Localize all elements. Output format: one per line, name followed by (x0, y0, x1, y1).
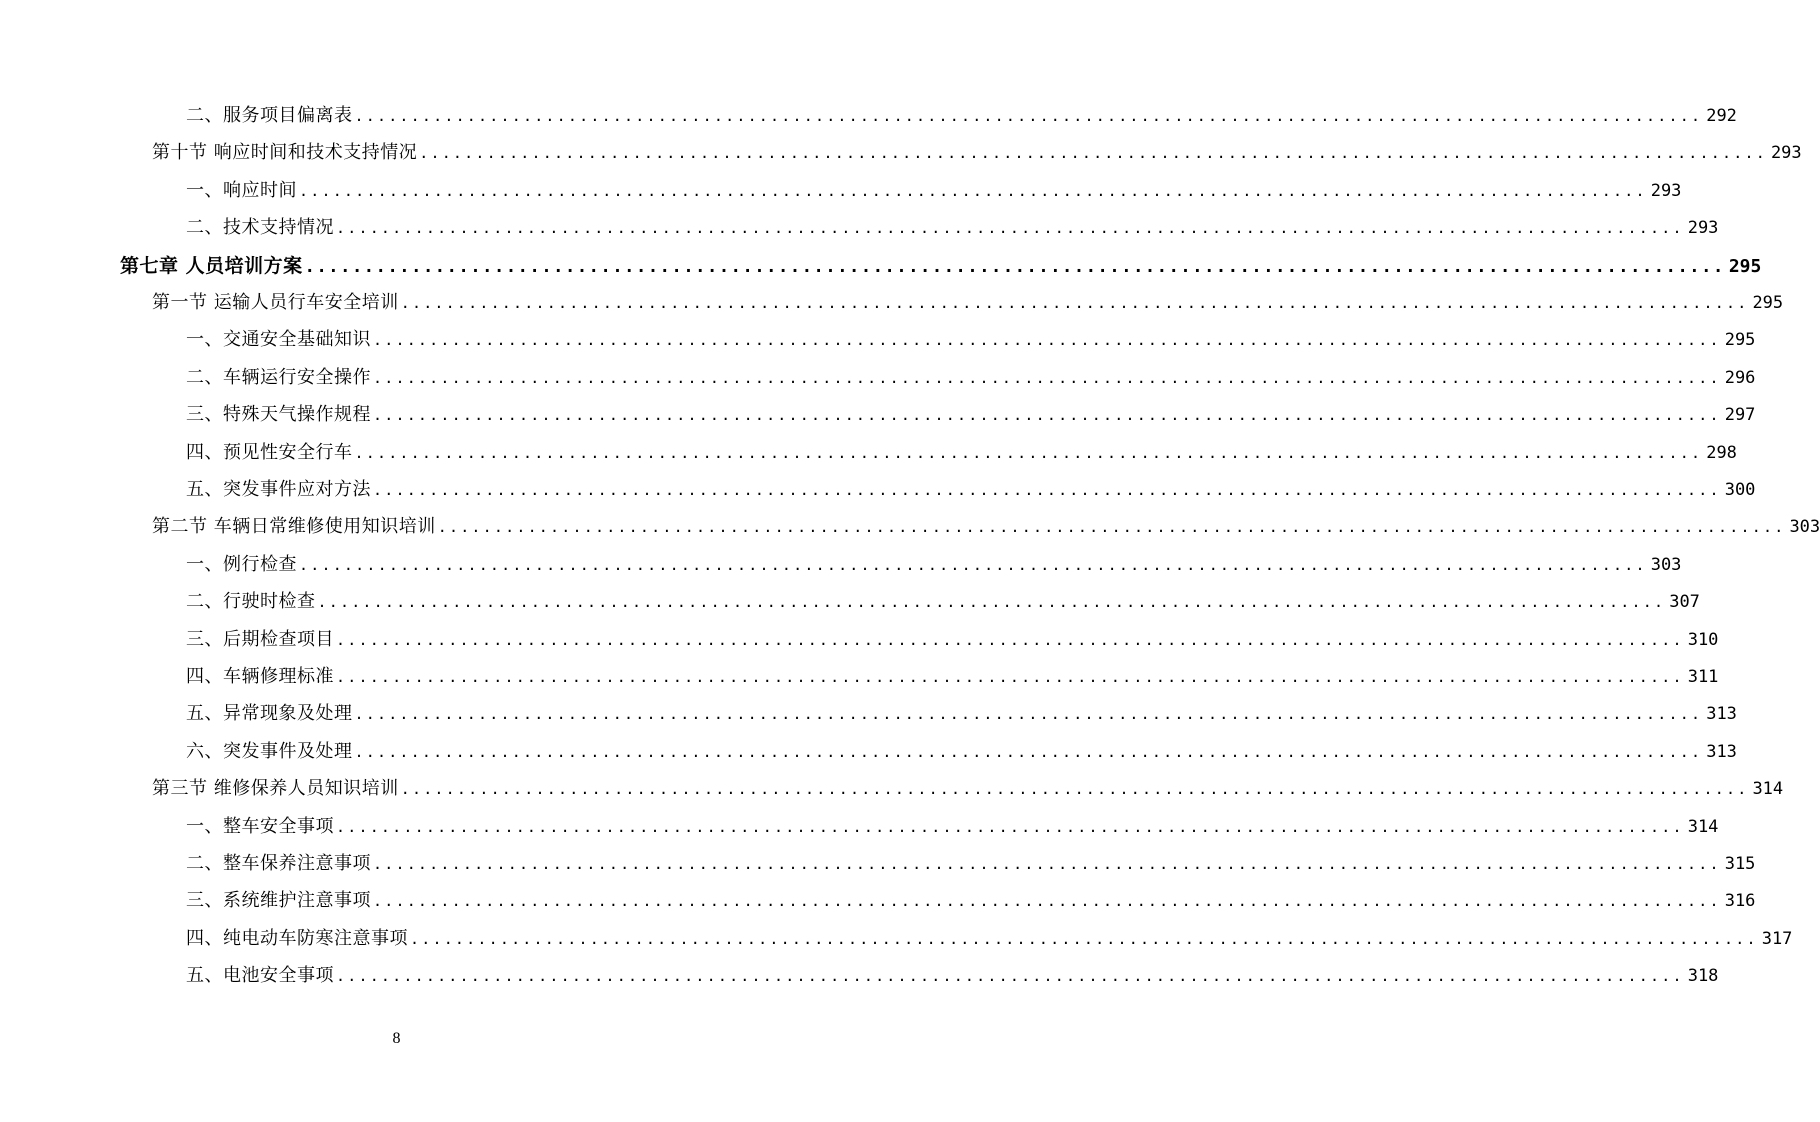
toc-dot-leader: ........................................................................................................................ (317, 593, 1666, 612)
toc-entry-title: 一、响应时间 (186, 179, 297, 201)
toc-dot-leader: ........................................................................................................................ (410, 929, 1758, 948)
toc-entry-title: 第七章 人员培训方案 (120, 254, 303, 277)
toc-dot-leader: ........................................................................................................................ (336, 219, 1684, 238)
toc-subsection-entry[interactable] (186, 438, 1737, 468)
toc-entry-page-number: 317 (1761, 928, 1793, 949)
toc-dot-leader: ........................................................................................................................ (373, 892, 1721, 911)
toc-subsection-entry[interactable] (186, 475, 1756, 505)
page-number: 8 (392, 1030, 401, 1047)
toc-entry-page-number: 297 (1724, 405, 1756, 426)
toc-subsection-entry[interactable] (186, 101, 1737, 131)
toc-entry-title: 第一节 运输人员行车安全培训 (152, 292, 399, 313)
toc-entry-title: 一、例行检查 (186, 553, 297, 575)
toc-entry-page-number: 295 (1724, 330, 1756, 351)
toc-dot-leader: ........................................................................................................................ (299, 555, 1647, 574)
toc-section-entry[interactable] (152, 138, 1802, 168)
toc-entry-title: 四、预见性安全行车 (186, 441, 353, 463)
toc-subsection-entry[interactable] (186, 737, 1737, 767)
toc-subsection-entry[interactable] (186, 176, 1682, 206)
toc-entry-page-number: 318 (1687, 966, 1719, 987)
toc-subsection-entry[interactable] (186, 699, 1737, 729)
toc-dot-leader: ........................................................................................................................ (400, 780, 1749, 799)
toc-entry-page-number: 295 (1728, 255, 1762, 277)
toc-dot-leader: ........................................................................................................................ (354, 742, 1703, 761)
toc-subsection-entry[interactable] (186, 961, 1719, 991)
toc-dot-leader: ........................................................................................................................ (373, 481, 1721, 499)
toc-entry-page-number: 298 (1706, 442, 1737, 463)
toc-entry-title: 第二节 车辆日常维修使用知识培训 (152, 516, 436, 538)
toc-chapter-entry[interactable] (120, 251, 1762, 281)
toc-entry-page-number: 307 (1669, 592, 1700, 613)
toc-section-entry[interactable] (152, 288, 1784, 318)
toc-entry-title: 四、纯电动车防寒注意事项 (186, 927, 408, 949)
toc-subsection-entry[interactable] (186, 587, 1700, 617)
toc-dot-leader: ........................................................................................................................ (437, 518, 1786, 537)
toc-entry-title: 二、行驶时检查 (186, 591, 316, 613)
toc-subsection-entry[interactable] (186, 213, 1719, 243)
toc-subsection-entry[interactable] (186, 662, 1719, 692)
toc-subsection-entry[interactable] (186, 625, 1719, 655)
toc-entry-title: 一、整车安全事项 (186, 815, 334, 837)
toc-entry-title: 第三节 维修保养人员知识培训 (152, 778, 399, 800)
toc-entry-title: 五、电池安全事项 (186, 965, 334, 987)
toc-subsection-entry[interactable] (186, 550, 1682, 580)
toc-entry-title: 四、车辆修理标准 (186, 666, 334, 687)
toc-dot-leader: ........................................................................................................................ (354, 443, 1703, 462)
toc-dot-leader: ........................................................................................................................ (336, 630, 1684, 649)
toc-entry-page-number: 303 (1650, 554, 1682, 575)
toc-section-entry[interactable] (152, 774, 1784, 804)
toc-dot-leader: ........................................................................................................................ (373, 855, 1721, 873)
toc-entry-title: 五、异常现象及处理 (186, 703, 353, 725)
toc-entry-page-number: 314 (1687, 816, 1719, 837)
toc-entry-title: 二、整车保养注意事项 (186, 853, 371, 874)
toc-entry-page-number: 300 (1724, 480, 1756, 500)
toc-entry-page-number: 295 (1752, 293, 1784, 313)
toc-entry-page-number: 303 (1789, 517, 1820, 538)
toc-dot-leader: ........................................................................................................................ (336, 967, 1684, 986)
toc-subsection-entry[interactable] (186, 924, 1793, 954)
toc-entry-page-number: 316 (1724, 891, 1756, 912)
toc-subsection-entry[interactable] (186, 325, 1756, 355)
toc-entry-page-number: 314 (1752, 779, 1784, 800)
toc-entry-title: 二、技术支持情况 (186, 217, 334, 239)
toc-entry-page-number: 296 (1724, 367, 1756, 388)
toc-dot-leader: ........................................................................................................................ (400, 294, 1749, 312)
toc-entry-title: 二、车辆运行安全操作 (186, 366, 371, 388)
toc-dot-leader: ........................................................................................................................ (336, 668, 1684, 686)
toc-entry-page-number: 310 (1687, 629, 1719, 650)
toc-subsection-entry[interactable] (186, 886, 1756, 916)
toc-entry-title: 三、特殊天气操作规程 (186, 404, 371, 426)
toc-entry-title: 一、交通安全基础知识 (186, 329, 371, 351)
toc-entry-page-number: 311 (1687, 667, 1719, 687)
toc-entry-title: 二、服务项目偏离表 (186, 105, 353, 126)
toc-dot-leader: ........................................................................................................................ (304, 256, 1725, 277)
toc-subsection-entry[interactable] (186, 400, 1756, 430)
toc-dot-leader: ........................................................................................................................ (354, 705, 1703, 724)
toc-entry-page-number: 292 (1706, 106, 1737, 126)
toc-dot-leader: ........................................................................................................................ (373, 406, 1721, 425)
toc-subsection-entry[interactable] (186, 812, 1719, 842)
toc-dot-leader: ........................................................................................................................ (373, 331, 1721, 350)
toc-entry-title: 六、突发事件及处理 (186, 740, 353, 762)
toc-entry-page-number: 313 (1706, 704, 1737, 725)
toc-entry-page-number: 293 (1770, 143, 1802, 164)
toc-entry-title: 第十节 响应时间和技术支持情况 (152, 142, 418, 164)
toc-subsection-entry[interactable] (186, 849, 1756, 879)
toc-entry-page-number: 313 (1706, 741, 1737, 762)
toc-dot-leader: ........................................................................................................................ (299, 181, 1647, 200)
toc-dot-leader: ........................................................................................................................ (419, 144, 1767, 163)
toc-dot-leader: ........................................................................................................................ (354, 107, 1703, 125)
toc-entry-title: 五、突发事件应对方法 (186, 479, 371, 500)
toc-entry-page-number: 293 (1687, 218, 1719, 239)
toc-dot-leader: ........................................................................................................................ (373, 368, 1721, 387)
toc-entry-page-number: 293 (1650, 180, 1682, 201)
toc-entry-title: 三、后期检查项目 (186, 628, 334, 650)
toc-dot-leader: ........................................................................................................................ (336, 817, 1684, 836)
toc-section-entry[interactable] (152, 512, 1820, 542)
toc-subsection-entry[interactable] (186, 363, 1756, 393)
toc-entry-page-number: 315 (1724, 854, 1756, 874)
toc-entry-title: 三、系统维护注意事项 (186, 890, 371, 912)
